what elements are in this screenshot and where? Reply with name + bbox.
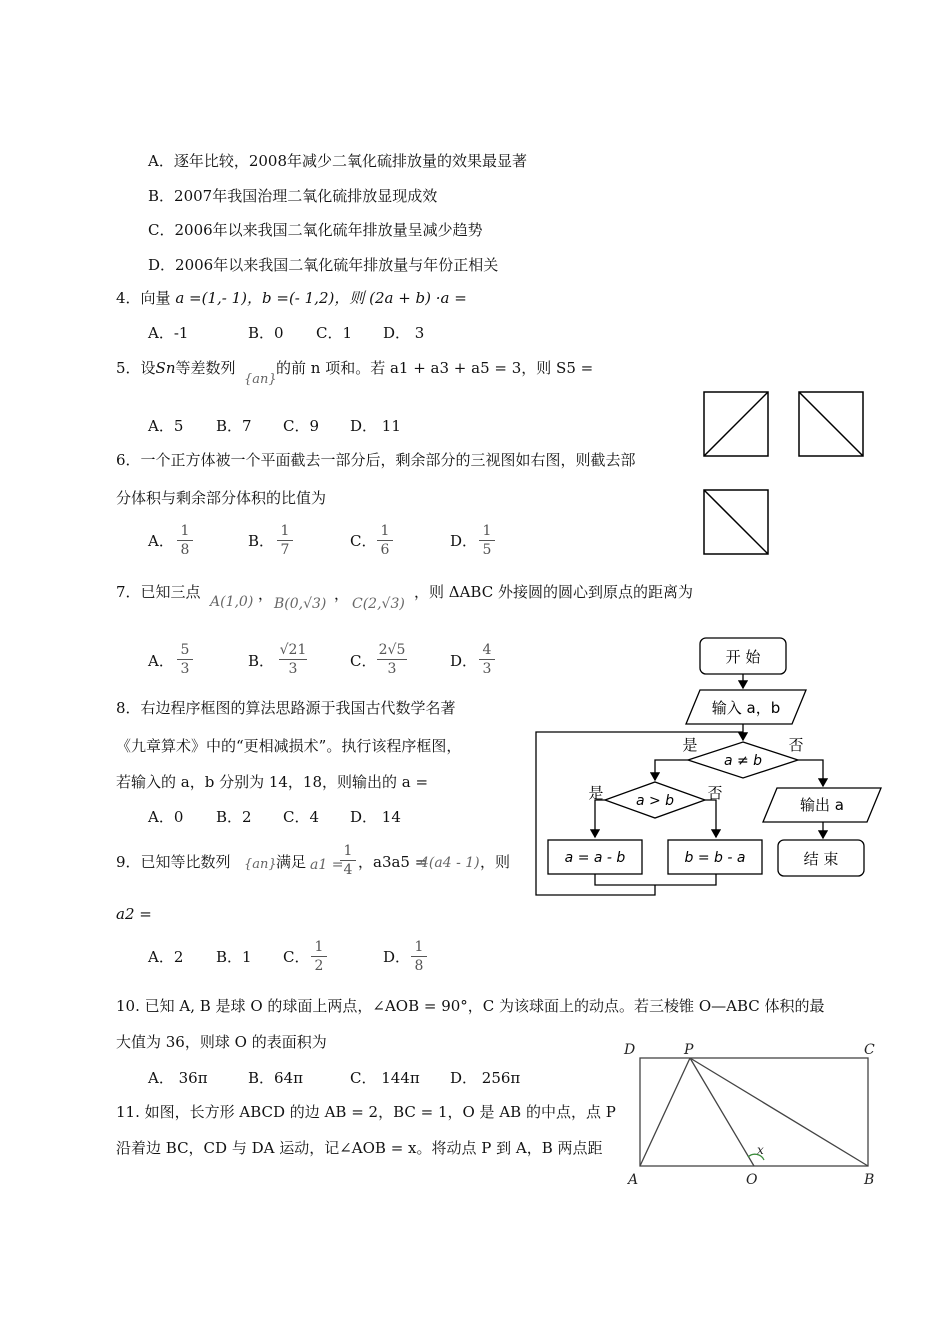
q4-formula: a =(1,- 1)，b =(- 1,2)，则 (2a + b) ·a =	[175, 289, 467, 307]
q9-stem-b: 满足	[276, 853, 307, 871]
q9-rhs: 4(a4 - 1)	[420, 855, 480, 871]
q7-option-c-label: C．	[350, 652, 377, 670]
q9-a2: a2 =	[116, 905, 152, 923]
flow-input-label: 输入 a，b	[711, 699, 781, 717]
q9-stem-a: 9．已知等比数列	[116, 853, 231, 871]
q8-option-c: C．4	[283, 808, 320, 826]
three-view-figure	[700, 388, 870, 558]
q3-option-c: C．2006年以来我国二氧化硫年排放量呈减少趋势	[148, 221, 483, 239]
q5-option-a: A．5	[148, 417, 184, 435]
q7-point-a: A(1,0)	[210, 594, 254, 610]
q8-line3: 若输入的 a，b 分别为 14，18，则输出的 a =	[116, 773, 429, 791]
q7-option-a-fraction: 5 3	[174, 641, 196, 678]
q7-point-c: C(2,√3)	[352, 596, 405, 612]
q7-stem-a: 7．已知三点	[116, 583, 201, 601]
q7-option-a-label: A．	[148, 652, 174, 670]
label-b: B	[864, 1172, 875, 1188]
q9-option-a: A．2	[148, 948, 184, 966]
q8-line2: 《九章算术》中的“更相减损术”。执行该程序框图，	[116, 737, 462, 755]
q5-sn: Sn	[155, 359, 176, 377]
q8-line1: 8．右边程序框图的算法思路源于我国古代数学名著	[116, 699, 456, 717]
q5-option-d: D． 11	[350, 417, 401, 435]
q5-sequence: {an}	[244, 372, 277, 387]
q5-option-c: C．9	[283, 417, 320, 435]
q9-a1: a1 =	[310, 857, 344, 873]
q11-line2: 沿着边 BC，CD 与 DA 运动，记∠AOB = x。将动点 P 到 A，B 两点距	[116, 1139, 603, 1157]
q6-option-a-label: A．	[148, 532, 174, 550]
q4-option-b: B．0	[248, 324, 284, 342]
flow-condition2-label: a > b	[635, 793, 675, 809]
segment-po	[690, 1058, 754, 1166]
rectangle-figure	[620, 1036, 890, 1192]
segment-ap	[640, 1058, 690, 1166]
label-p: P	[684, 1042, 694, 1058]
rectangle-abcd	[640, 1058, 868, 1166]
q5-stem-b: 等差数列	[175, 359, 236, 377]
q9-option-d-fraction: 1 8	[408, 938, 430, 975]
q6-option-c-label: C．	[350, 532, 377, 550]
q6-option-d-fraction: 1 5	[476, 522, 498, 559]
q3-option-b: B．2007年我国治理二氧化硫排放显现成效	[148, 187, 438, 205]
q5-option-b: B．7	[216, 417, 252, 435]
flow-no2-label: 否	[707, 784, 723, 802]
front-view-diagonal	[704, 392, 768, 456]
q4-option-d: D． 3	[383, 324, 425, 342]
q8-option-a: A．0	[148, 808, 184, 826]
q4-stem	[116, 288, 467, 308]
q10-option-b: B．64π	[248, 1069, 303, 1087]
q6-line1: 6．一个正方体被一个平面截去一部分后，剩余部分的三视图如右图，则截去部	[116, 451, 636, 469]
label-c: C	[864, 1042, 875, 1058]
label-a: A	[628, 1172, 639, 1188]
q6-option-c-fraction: 1 6	[374, 522, 396, 559]
q5-stem	[116, 358, 236, 378]
q4-option-a: A．-1	[148, 324, 189, 342]
q7-stem-b: ，则 ΔABC 外接圆的圆心到原点的距离为	[414, 583, 693, 601]
q9-stem-c: ，a3a5 =	[358, 853, 428, 871]
q10-option-a: A． 36π	[148, 1069, 208, 1087]
top-view-diagonal	[704, 490, 768, 554]
q9-option-d-label: D．	[383, 948, 411, 966]
flow-start-label: 开 始	[725, 648, 761, 666]
q6-option-b-label: B．	[248, 532, 275, 550]
flow-yes1-label: 是	[682, 736, 698, 754]
q9-option-c-fraction: 1 2	[308, 938, 330, 975]
segment-pb	[690, 1058, 868, 1166]
q4-option-c: C．1	[316, 324, 353, 342]
q7-option-c-fraction: 2√5 3	[378, 642, 406, 677]
flow-yes2-label: 是	[588, 784, 604, 802]
q6-option-a-fraction: 1 8	[174, 522, 196, 559]
q6-option-b-fraction: 1 7	[274, 522, 296, 559]
q10-line2: 大值为 36，则球 O 的表面积为	[116, 1033, 327, 1051]
label-x: x	[757, 1143, 764, 1157]
q9-option-b: B．1	[216, 948, 252, 966]
q9-stem-d: ，则	[480, 853, 511, 871]
q8-option-d: D． 14	[350, 808, 401, 826]
q3-option-d: D．2006年以来我国二氧化硫年排放量与年份正相关	[148, 256, 499, 274]
q10-option-c: C． 144π	[350, 1069, 420, 1087]
flow-condition1-label: a ≠ b	[723, 753, 763, 769]
q7-option-d-label: D．	[450, 652, 478, 670]
q5-stem-a: 5．设	[116, 359, 156, 377]
flowchart	[530, 630, 890, 905]
flow-assign-b-label: b = b - a	[684, 850, 746, 866]
q11-line1: 11. 如图，长方形 ABCD 的边 AB = 2，BC = 1，O 是 AB 的中点，点 P	[116, 1103, 616, 1121]
flow-end-label: 结 束	[803, 850, 839, 868]
side-view-diagonal	[799, 392, 863, 456]
flow-no1-label: 否	[788, 736, 804, 754]
q9-fraction: 1 4	[337, 842, 359, 879]
q8-option-b: B．2	[216, 808, 252, 826]
q6-option-d-label: D．	[450, 532, 478, 550]
q10-option-d: D． 256π	[450, 1069, 521, 1087]
q9-option-c-label: C．	[283, 948, 310, 966]
q6-line2: 分体积与剩余部分体积的比值为	[116, 489, 327, 507]
q10-line1: 10. 已知 A, B 是球 O 的球面上两点，∠AOB = 90°，C 为该球面上的动点。若三棱锥 O—ABC 体积的最	[116, 997, 825, 1015]
q7-point-b: B(0,√3)	[274, 596, 327, 612]
flow-assign-a-label: a = a - b	[564, 850, 626, 866]
q7-option-b-label: B．	[248, 652, 275, 670]
label-d: D	[624, 1042, 636, 1058]
q7-option-d-fraction: 4 3	[476, 641, 498, 678]
q7-option-b-fraction: √21 3	[279, 642, 307, 677]
q5-stem-c: 的前 n 项和。若 a1 + a3 + a5 = 3，则 S5 =	[276, 359, 594, 377]
q3-option-a: A．逐年比较，2008年减少二氧化硫排放量的效果最显著	[148, 152, 528, 170]
q4-stem-prefix: 4．向量	[116, 289, 171, 307]
flow-output-label: 输出 a	[800, 796, 844, 814]
q9-sequence: {an}	[244, 857, 277, 872]
label-o: O	[746, 1172, 758, 1188]
